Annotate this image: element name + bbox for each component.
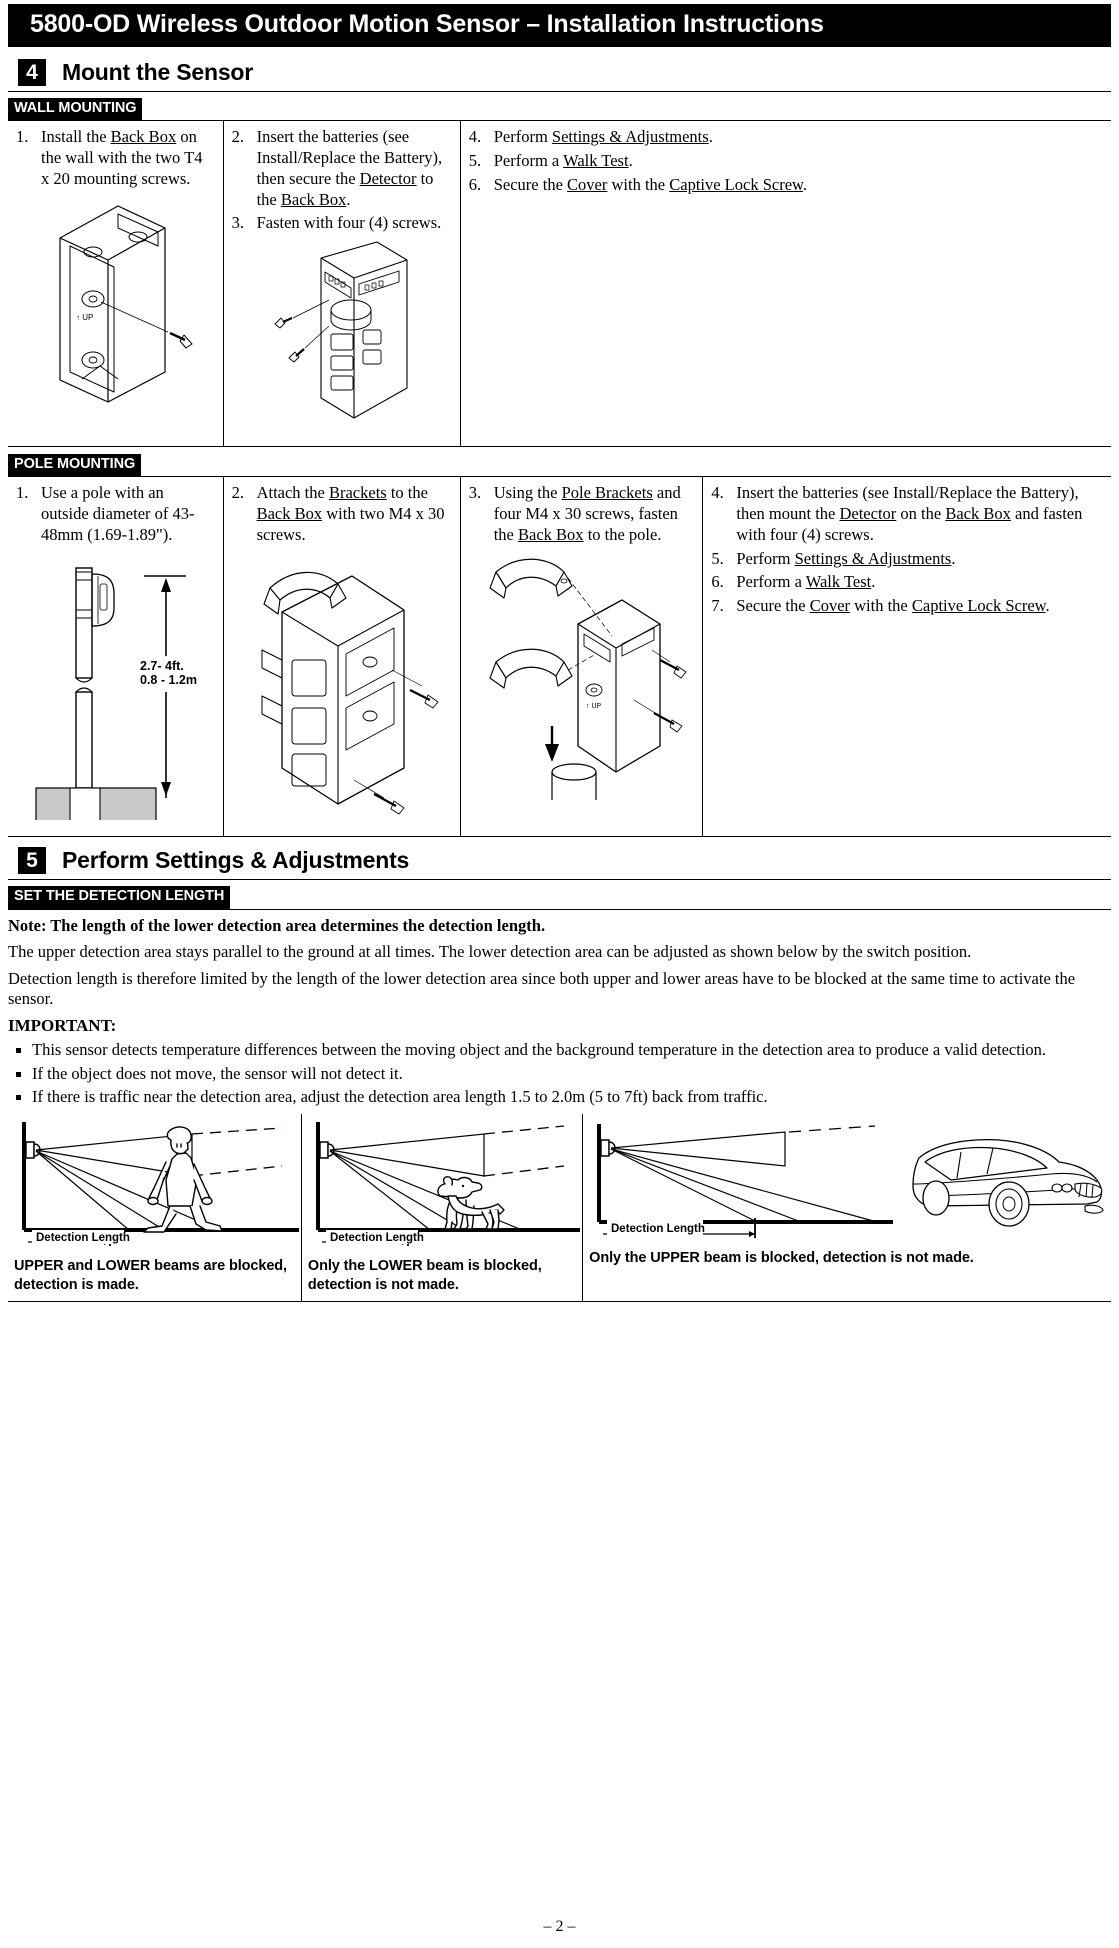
pole-mounting-steps-3: [469, 483, 695, 545]
section-4-number: 4: [18, 59, 46, 86]
detection-paragraph-1: The upper detection area stays parallel to the ground at all times. The lower detection area can be adjusted as shown below by the switch position.: [8, 942, 972, 962]
brackets-to-back-box-illustration: [234, 550, 449, 825]
step-text: Perform a Walk Test.: [736, 572, 876, 592]
step-text: Perform Settings & Adjustments.: [736, 548, 956, 568]
term-back-box: Back Box: [518, 524, 584, 544]
section-5-heading: [8, 837, 1111, 874]
detection-diagram-cell-1: [8, 1114, 301, 1301]
list-item: [469, 127, 1103, 148]
term-captive-lock-screw: Captive Lock Screw: [911, 596, 1046, 616]
step-text: Insert the batteries (see Install/Replace the Battery), then mount the Detector on the Back Box and fasten with four (4) screws.: [736, 483, 1083, 544]
term-detector: Detector: [839, 504, 897, 524]
car-upper-beam-only-blocked: [589, 1118, 1111, 1240]
svg-text:↑ UP: ↑ UP: [586, 702, 602, 710]
detection-diagram-cell-2: [301, 1114, 582, 1301]
step-text: Use a pole with an outside diameter of 43-48mm (1.69-1.89").: [41, 483, 195, 544]
step-number: 1.: [16, 127, 29, 147]
list-item: [711, 549, 1103, 570]
step-number: 6.: [711, 572, 724, 592]
step-number: 2.: [231, 483, 244, 503]
list-item: If the object does not move, the sensor will not detect it.: [8, 1064, 1111, 1085]
pole-dim-imperial: 2.7- 4ft.: [139, 658, 184, 673]
step-number: 1.: [16, 483, 29, 503]
term-cover: Cover: [809, 596, 851, 616]
wall-mounting-steps-3: [469, 127, 1103, 195]
person-walking-both-beams-blocked: [14, 1118, 299, 1248]
set-detection-length-label: SET THE DETECTION LENGTH: [8, 886, 230, 908]
pole-mounting-steps-4: [711, 483, 1103, 617]
pole-mounting-subhead-wrap: [8, 454, 1111, 477]
detection-length-label-2: Detection Length: [329, 1231, 424, 1244]
list-item: [469, 151, 1103, 172]
section-5-title: Perform Settings & Adjustments: [62, 847, 410, 874]
detection-length-subhead-wrap: [8, 886, 1111, 909]
step-number: 3.: [468, 483, 482, 503]
list-item: [16, 127, 215, 189]
term-settings-adjustments: Settings & Adjustments: [551, 127, 709, 147]
term-pole-brackets: Pole Brackets: [561, 483, 653, 503]
section-5-rule: [8, 879, 1111, 880]
pole-mounting-table: [8, 477, 1111, 837]
step-text: Perform Settings & Adjustments.: [493, 127, 713, 147]
term-back-box: Back Box: [256, 504, 323, 524]
step-number: 6.: [468, 174, 482, 194]
pole-mounting-cell-3: [460, 477, 703, 837]
section-4-title: Mount the Sensor: [62, 59, 254, 85]
term-walk-test: Walk Test: [563, 151, 629, 170]
back-box-to-pole-illustration: [474, 550, 689, 800]
list-item: [232, 213, 452, 234]
list-item: [16, 483, 215, 545]
pole-mounting-label: POLE MOUNTING: [8, 454, 141, 476]
page-title: 5800-OD Wireless Outdoor Motion Sensor – Installation Instructions: [30, 10, 824, 38]
document-page: [0, 4, 1119, 1948]
wall-mounting-steps-2: [232, 127, 452, 234]
important-bullet-list: [8, 1040, 1111, 1108]
list-item: [469, 175, 1103, 196]
step-number: 4.: [468, 127, 482, 147]
wall-mounting-subhead-wrap: [8, 98, 1111, 121]
list-item: [232, 127, 452, 210]
back-box-wall-screws-illustration: [30, 194, 200, 409]
pole-height-illustration: [18, 550, 213, 820]
term-walk-test: Walk Test: [805, 572, 872, 592]
page-footer: [0, 1918, 1119, 1936]
pole-mounting-cell-2: [223, 477, 460, 837]
important-label: IMPORTANT:: [8, 1016, 117, 1036]
step-number: 7.: [711, 596, 724, 616]
term-captive-lock-screw: Captive Lock Screw: [669, 174, 803, 194]
list-item: [711, 483, 1103, 545]
term-back-box: Back Box: [280, 189, 347, 209]
detection-diagrams-table: [8, 1114, 1111, 1302]
detector-into-back-box-illustration: [259, 238, 424, 438]
step-text: Using the Pole Brackets and four M4 x 30 screws, fasten the Back Box to the pole.: [493, 483, 681, 544]
detection-length-body: [8, 916, 1111, 1108]
pole-mounting-steps-1: [16, 483, 215, 545]
step-text: Install the Back Box on the wall with the two T4 x 20 mounting screws.: [41, 127, 203, 188]
section-4-heading: [8, 47, 1111, 86]
detection-diagram-cell-3: [583, 1114, 1111, 1301]
section-5-number: 5: [18, 847, 46, 874]
step-text: Fasten with four (4) screws.: [256, 213, 442, 233]
term-cover: Cover: [567, 174, 608, 194]
table-row: [8, 121, 1111, 446]
list-item: If there is traffic near the detection area, adjust the detection area length 1.5 to 2.0m (5 to 7ft) back from traffic.: [8, 1087, 1111, 1108]
step-text: Attach the Brackets to the Back Box with two M4 x 30 screws.: [256, 483, 445, 544]
list-item: [711, 596, 1103, 617]
term-settings-adjustments: Settings & Adjustments: [794, 548, 952, 568]
list-item: [711, 572, 1103, 593]
term-back-box: Back Box: [110, 127, 177, 147]
wall-mounting-cell-3: [460, 121, 1111, 446]
detection-caption-3: Only the UPPER beam is blocked, detection is not made.: [589, 1249, 974, 1266]
dog-lower-beam-only-blocked: [308, 1118, 580, 1248]
step-text: Perform a Walk Test.: [493, 151, 633, 170]
wall-mounting-table: [8, 121, 1111, 447]
table-row: [8, 477, 1111, 837]
step-number: 3.: [231, 213, 244, 233]
term-brackets: Brackets: [328, 483, 387, 503]
wall-mounting-label: WALL MOUNTING: [8, 98, 142, 120]
document-title-bar: [8, 4, 1111, 47]
pole-mounting-steps-2: [232, 483, 452, 545]
step-text: Secure the Cover with the Captive Lock Screw.: [736, 596, 1050, 616]
term-detector: Detector: [359, 168, 417, 188]
pole-mounting-cell-4: [703, 477, 1111, 837]
detection-note: Note: The length of the lower detection area determines the detection length.: [8, 915, 546, 935]
detection-length-label-1: Detection Length: [36, 1231, 130, 1244]
wall-mounting-steps-1: [16, 127, 215, 189]
pole-mounting-cell-1: [8, 477, 223, 837]
pole-dim-metric: 0.8 - 1.2m: [139, 672, 197, 687]
wall-mounting-cell-2: [223, 121, 460, 446]
term-back-box: Back Box: [945, 504, 1011, 524]
svg-text:↑ UP: ↑ UP: [76, 312, 94, 322]
step-number: 5.: [468, 151, 482, 170]
step-text: Secure the Cover with the Captive Lock Screw.: [493, 174, 807, 194]
section-4-rule: [8, 91, 1111, 92]
detection-paragraph-2: Detection length is therefore limited by the length of the lower detection area since both upper and lower areas have to be blocked at the same time to activate the sensor.: [8, 968, 1076, 1009]
step-number: 2.: [231, 127, 244, 147]
wall-mounting-cell-1: [8, 121, 223, 446]
detection-caption-1: UPPER and LOWER beams are blocked, detection is made.: [14, 1257, 287, 1293]
list-item: [232, 483, 452, 545]
step-number: 5.: [711, 548, 724, 568]
step-text: Insert the batteries (see Install/Replace the Battery), then secure the Detector to the Back Box.: [256, 127, 443, 209]
page-number: – 2 –: [543, 1918, 576, 1935]
detection-caption-2: Only the LOWER beam is blocked, detection is not made.: [307, 1257, 542, 1293]
detection-length-label-3: Detection Length: [611, 1222, 706, 1235]
step-number: 4.: [711, 483, 724, 503]
table-row: [8, 1114, 1111, 1301]
list-item: [469, 483, 695, 545]
list-item: This sensor detects temperature differences between the moving object and the background temperature in the detection area to produce a valid detection.: [8, 1040, 1111, 1061]
